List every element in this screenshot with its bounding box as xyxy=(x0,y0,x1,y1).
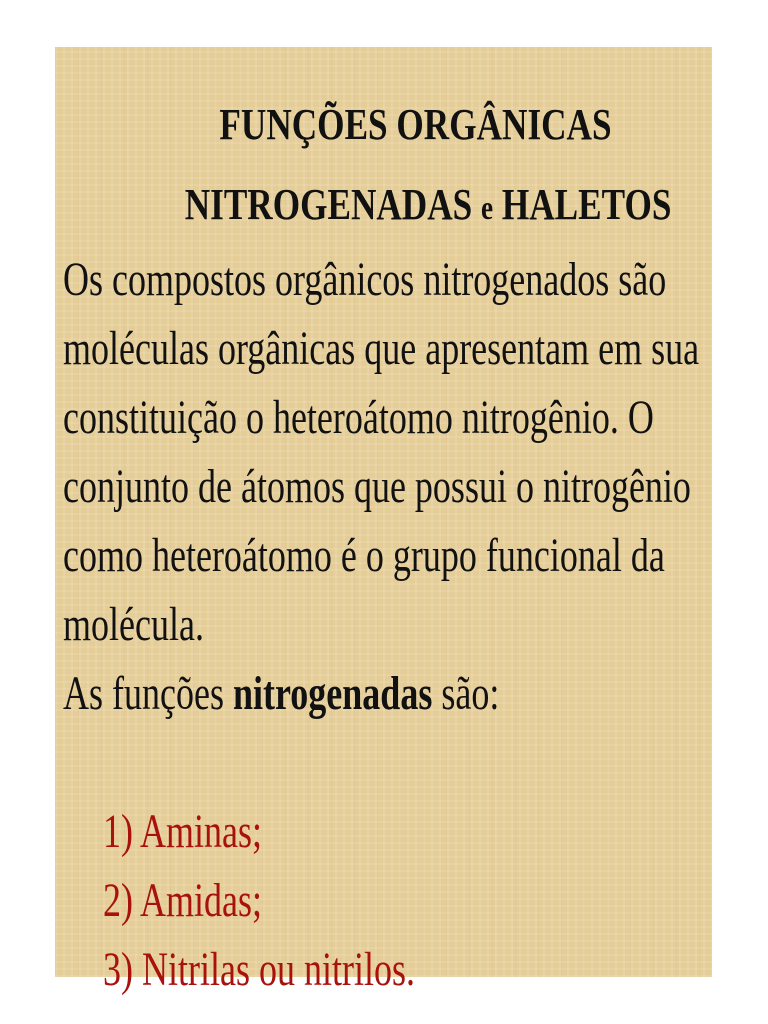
title-word-nitrogenadas: NITROGENADAS xyxy=(184,180,473,229)
paragraph-line: como heteroátomo é o grupo funcional da xyxy=(63,529,665,582)
list-item-aminas: 1) Aminas; xyxy=(103,805,262,858)
functions-intro xyxy=(63,659,663,728)
intro-suffix: são: xyxy=(441,667,500,720)
paragraph-line: molécula. xyxy=(63,598,204,651)
title-line-2 xyxy=(184,165,672,249)
paragraph-line: moléculas orgânicas que apresentam em sua xyxy=(63,322,700,375)
body-text xyxy=(63,245,700,728)
functions-list xyxy=(103,797,628,1004)
intro-prefix: As funções xyxy=(63,667,224,720)
list-item-nitrilas: 3) Nitrilas ou nitrilos. xyxy=(103,943,415,996)
list-item-amidas: 2) Amidas; xyxy=(103,874,262,927)
paragraph-line: Os compostos orgânicos nitrogenados são xyxy=(63,253,667,306)
title-line-1: FUNÇÕES ORGÂNICAS xyxy=(219,100,612,149)
paragraph-line: constituição o heteroátomo nitrogênio. O xyxy=(63,391,654,444)
slide xyxy=(55,47,712,996)
paragraph-line: conjunto de átomos que possui o nitrogênio xyxy=(63,460,691,513)
title-word-haletos: HALETOS xyxy=(501,180,672,229)
intro-bold-nitrogenadas: nitrogenadas xyxy=(232,667,433,720)
title-word-e: e xyxy=(481,190,494,227)
slide-title xyxy=(121,85,672,249)
